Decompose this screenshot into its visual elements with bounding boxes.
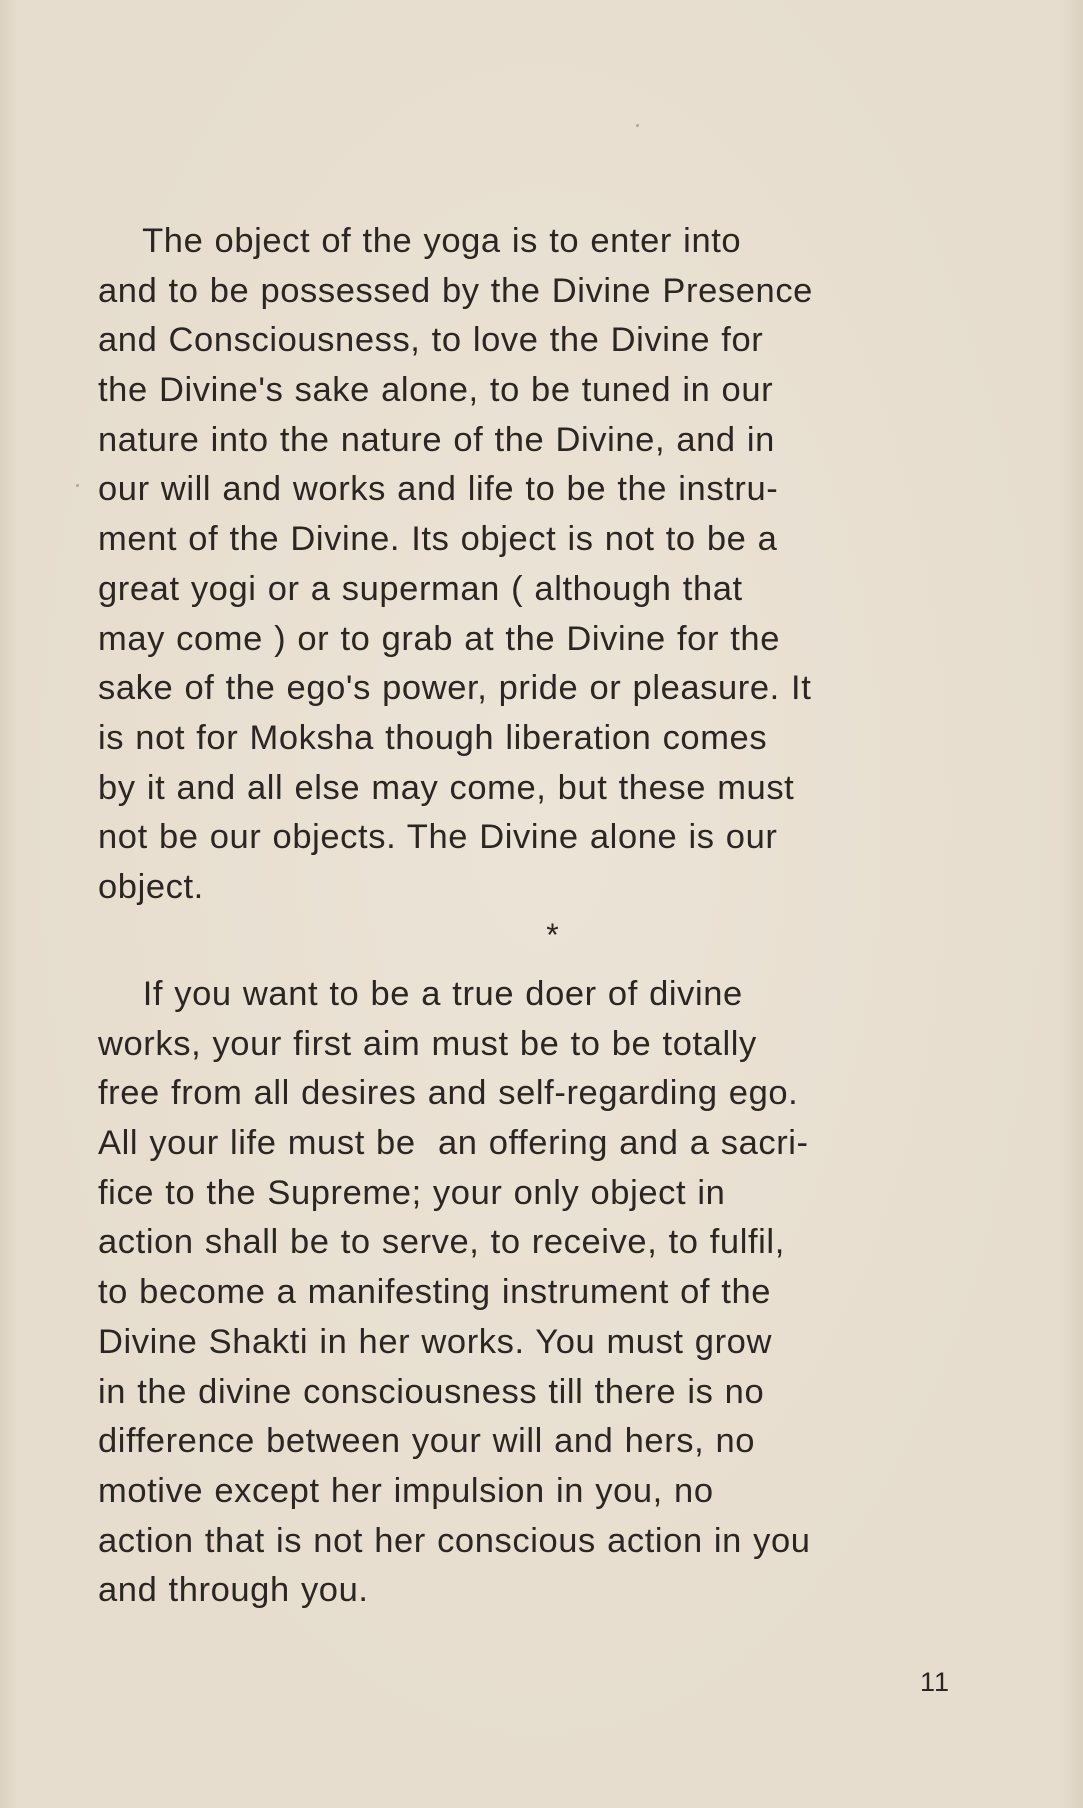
text-line: ment of the Divine. Its object is not to be a <box>98 520 778 559</box>
text-line: works, your first aim must be to be totally <box>98 1024 757 1063</box>
text-line: in the divine consciousness till there is no <box>98 1372 765 1411</box>
text-line: and Consciousness, to love the Divine for <box>98 321 764 360</box>
text-line: is not for Moksha though liberation comes <box>98 718 768 757</box>
text-line: and through you. <box>98 1571 369 1610</box>
text-line: to become a manifesting instrument of the <box>98 1273 772 1312</box>
text-line: great yogi or a superman ( although that <box>98 569 743 608</box>
text-line: our will and works and life to be the instru- <box>98 470 779 509</box>
paper-speck <box>636 124 639 127</box>
text-line: motive except her impulsion in you, no <box>98 1471 714 1510</box>
paragraph-1 <box>98 217 978 913</box>
page-number: 11 <box>920 1667 951 1697</box>
paper-speck <box>76 484 79 487</box>
text-line: sake of the ego's power, pride or pleasure. It <box>98 669 812 708</box>
text-line: and to be possessed by the Divine Presence <box>98 271 813 310</box>
text-line: fice to the Supreme; your only object in <box>98 1173 726 1212</box>
text-line: may come ) or to grab at the Divine for the <box>98 619 781 658</box>
text-line: If you want to be a true doer of divine <box>98 975 743 1013</box>
text-line: The object of the yoga is to enter into <box>98 222 742 260</box>
text-line: the Divine's sake alone, to be tuned in our <box>98 371 774 410</box>
text-line: All your life must be an offering and a sacri- <box>98 1124 809 1163</box>
text-line: by it and all else may come, but these must <box>98 768 795 807</box>
text-line: action shall be to serve, to receive, to fulfil, <box>98 1223 785 1262</box>
text-line: not be our objects. The Divine alone is our <box>98 818 778 857</box>
text-line: object. <box>98 867 204 906</box>
text-line: free from all desires and self-regarding ego. <box>98 1074 799 1113</box>
section-separator: * <box>546 917 559 953</box>
text-line: Divine Shakti in her works. You must grow <box>98 1322 772 1361</box>
text-line: nature into the nature of the Divine, and in <box>98 420 775 459</box>
text-line: action that is not her conscious action in you <box>98 1521 811 1560</box>
paragraph-2 <box>98 970 978 1616</box>
text-line: difference between your will and hers, no <box>98 1422 756 1461</box>
